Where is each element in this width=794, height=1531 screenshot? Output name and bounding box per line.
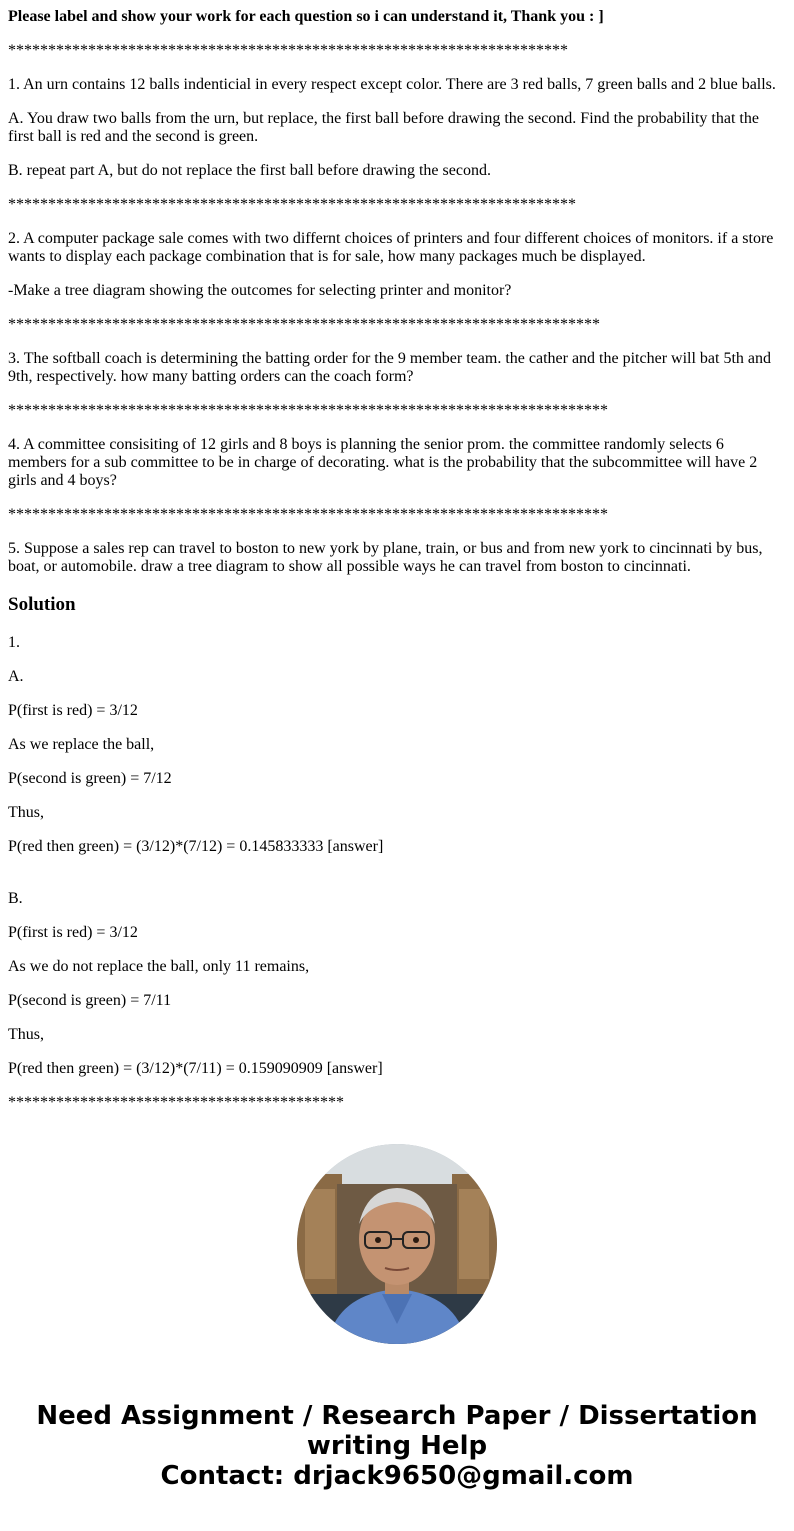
avatar-container	[8, 1144, 786, 1349]
solution-line: P(red then green) = (3/12)*(7/12) = 0.145833333 [answer]	[8, 838, 384, 855]
question-1: 1. An urn contains 12 balls indenticial in every respect except color. There are 3 red balls, 7 green balls and 2 blue balls.	[8, 76, 776, 93]
promo-footer	[8, 1401, 786, 1491]
solution-line: 1.	[8, 634, 20, 651]
document	[0, 8, 794, 1491]
solution-heading: Solution	[8, 594, 76, 615]
solution-line: Thus,	[8, 804, 44, 821]
question-4: 4. A committee consisiting of 12 girls and 8 boys is planning the senior prom. the committee randomly selects 6 members for a sub committee to be in charge of decorating. what is the probability that the subcommittee will have 2 girls and 4 boys?	[8, 436, 758, 489]
solution-line: P(first is red) = 3/12	[8, 924, 138, 941]
question-2: 2. A computer package sale comes with two differnt choices of printers and four different choices of monitors. if a store wants to display each package combination that is for sale, how many packages much be displayed.	[8, 230, 774, 265]
separator: ******************************************	[8, 1094, 344, 1111]
solution-line: As we replace the ball,	[8, 736, 155, 753]
separator: ***************************************************************************	[8, 402, 608, 419]
separator: **********************************************************************	[8, 42, 568, 59]
solution-line: Thus,	[8, 1026, 44, 1043]
question-3: 3. The softball coach is determining the batting order for the 9 member team. the cather and the pitcher will bat 5th and 9th, respectively. how many batting orders can the coach form?	[8, 350, 772, 385]
solution-line: P(red then green) = (3/12)*(7/11) = 0.159090909 [answer]	[8, 1060, 383, 1077]
solution-line: P(second is green) = 7/12	[8, 770, 172, 787]
tutor-avatar	[297, 1144, 497, 1344]
question-1a: A. You draw two balls from the urn, but replace, the first ball before drawing the second. Find the probability that the first ball is red and the second is green.	[8, 110, 759, 145]
separator: **************************************************************************	[8, 316, 600, 333]
solution-line: B.	[8, 890, 23, 907]
question-5: 5. Suppose a sales rep can travel to boston to new york by plane, train, or bus and from new york to cincinnati by bus, boat, or automobile. draw a tree diagram to show all possible ways he can travel from boston to cincinnati.	[8, 540, 763, 575]
solution-line: A.	[8, 668, 24, 685]
promo-line-1: Need Assignment / Research Paper / Dissertation	[36, 1401, 758, 1431]
spacer	[8, 872, 786, 890]
question-title: Please label and show your work for each question so i can understand it, Thank you : ]	[8, 8, 604, 25]
solution-line: P(second is green) = 7/11	[8, 992, 172, 1009]
solution-line: P(first is red) = 3/12	[8, 702, 138, 719]
promo-contact: Contact: drjack9650@gmail.com	[160, 1461, 634, 1491]
separator: ***********************************************************************	[8, 196, 576, 213]
question-1b: B. repeat part A, but do not replace the first ball before drawing the second.	[8, 162, 491, 179]
promo-line-2: writing Help	[306, 1431, 488, 1461]
separator: ***************************************************************************	[8, 506, 608, 523]
question-2b: -Make a tree diagram showing the outcomes for selecting printer and monitor?	[8, 282, 512, 299]
solution-line: As we do not replace the ball, only 11 remains,	[8, 958, 310, 975]
